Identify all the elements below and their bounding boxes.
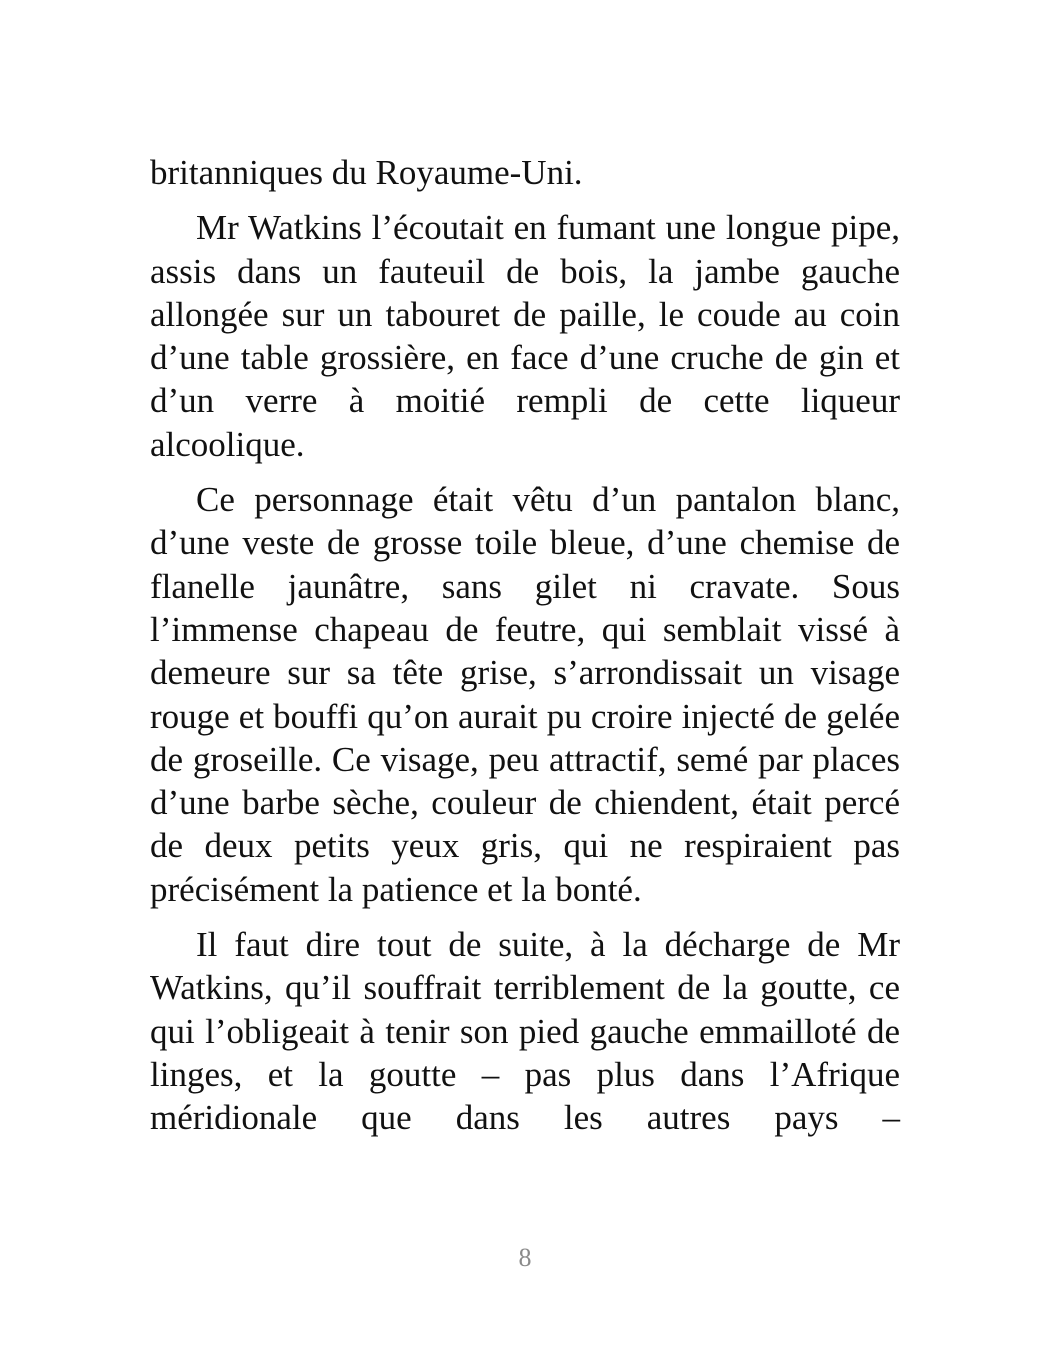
- page-number: 8: [518, 1243, 532, 1272]
- paragraph-character-description: Ce personnage était vêtu d’un pantalon blanc, d’une veste de grosse toile bleue, d’une chemise de flanelle jaunâtre, sans gilet ni cravate. Sous l’immense chapeau de feutre, qui semblait vissé à demeure sur sa tête grise, s’arrondissait un visage rouge et bouffi qu’on aurait pu croire injecté de gelée de groseille. Ce visage, peu attractif, semé par places d’une barbe sèche, couleur de chiendent, était percé de deux petits yeux gris, qui ne respiraient pas précisément la patience et la bonté.: [150, 480, 900, 909]
- page-body: [150, 151, 900, 1140]
- paragraph-gout: Il faut dire tout de suite, à la décharge de Mr Watkins, qu’il souffrait terriblement de la goutte, ce qui l’obligeait à tenir son pied gauche emmailloté de linges, et la goutte – pas plus dans l’Afrique méridionale que dans les autres pays –: [150, 925, 900, 1138]
- paragraph-watkins-smoking: Mr Watkins l’écoutait en fumant une longue pipe, assis dans un fauteuil de bois, la jambe gauche allongée sur un tabouret de paille, le coude au coin d’une table grossière, en face d’une cruche de gin et d’un verre à moitié rempli de cette liqueur alcoolique.: [150, 208, 900, 464]
- paragraph-continuation: britanniques du Royaume-Uni.: [150, 153, 583, 192]
